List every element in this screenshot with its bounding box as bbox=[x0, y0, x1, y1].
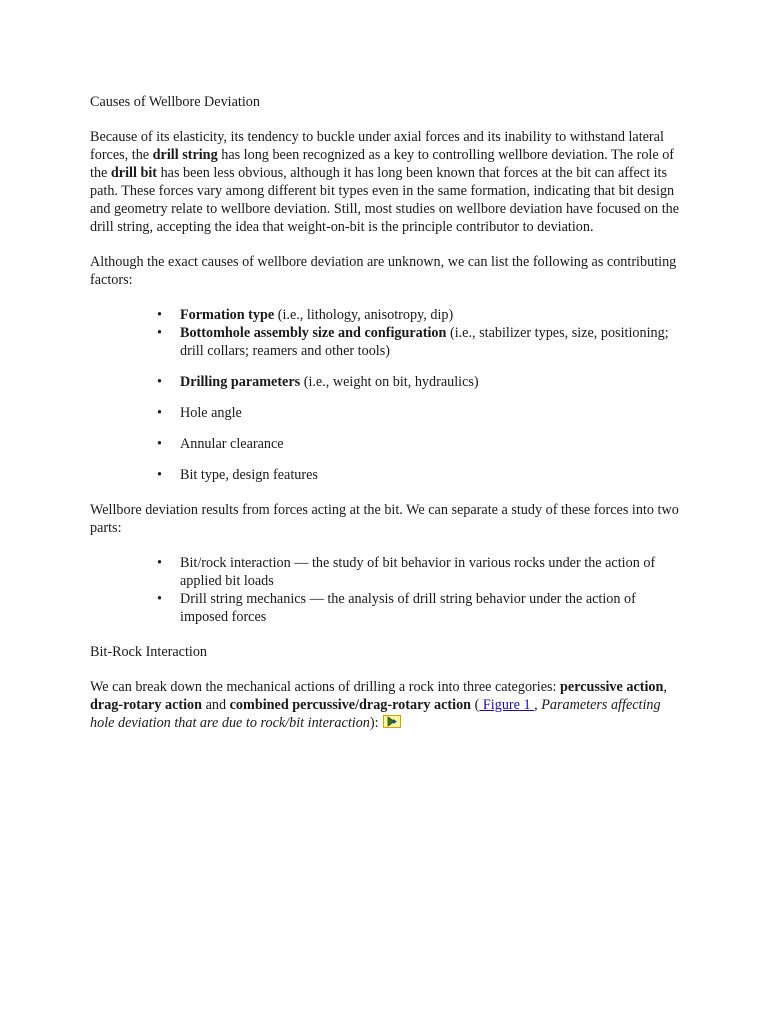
text-span: has been less obvious, although it has long been known that forces at the bit can affect its path. These forces vary among different bit types even in the same formation, indicating that bit design and geometry relate to wellbore deviation. Still, most studies on wellbore deviation have focused on the drill string, accepting the idea that weight-on-bit is the principle contributor to deviation. bbox=[90, 165, 680, 235]
list-item bbox=[90, 324, 682, 360]
section-heading-bit-rock: Bit-Rock Interaction bbox=[90, 644, 208, 660]
paragraph-mechanical-actions bbox=[90, 678, 682, 732]
factor-text: Bit type, design features bbox=[180, 467, 318, 483]
bullet-icon: • bbox=[157, 467, 162, 483]
list-item bbox=[90, 404, 682, 422]
text-span: , bbox=[534, 697, 542, 713]
list-item bbox=[90, 554, 682, 590]
list-item bbox=[90, 435, 682, 453]
text-span: ): bbox=[369, 715, 379, 731]
list-item bbox=[90, 590, 682, 626]
text-span: , bbox=[663, 679, 667, 695]
bold-term-percussive: percussive action bbox=[560, 679, 664, 695]
bold-term-drag-rotary: drag-rotary action bbox=[90, 697, 203, 713]
factor-text: (i.e., weight on bit, hydraulics) bbox=[300, 374, 479, 390]
figure-1-link[interactable]: Figure 1 bbox=[479, 697, 535, 713]
bullet-icon: • bbox=[157, 405, 162, 421]
part-text: Drill string mechanics — the analysis of drill string behavior under the action of imposed forces bbox=[180, 591, 636, 625]
factor-bold: Bottomhole assembly size and configuration bbox=[180, 325, 447, 341]
text-span: ( bbox=[474, 697, 480, 713]
paragraph-factors-intro: Although the exact causes of wellbore deviation are unknown, we can list the following as contributing factors: bbox=[90, 254, 677, 288]
bullet-icon: • bbox=[157, 325, 162, 341]
factors-list bbox=[90, 306, 682, 484]
list-item bbox=[90, 306, 682, 324]
paragraph-intro bbox=[90, 128, 682, 236]
paragraph-forces: Wellbore deviation results from forces acting at the bit. We can separate a study of these forces into two parts: bbox=[90, 502, 679, 536]
text-span: Because of its elasticity, its tendency to buckle under axial forces and its inability to withstand lateral forces, the bbox=[90, 129, 664, 163]
bold-term-drill-bit: drill bit bbox=[110, 165, 158, 181]
factor-text: Hole angle bbox=[180, 405, 242, 421]
bullet-icon: • bbox=[157, 307, 162, 323]
bullet-icon: • bbox=[157, 591, 162, 607]
factor-text: (i.e., stabilizer types, size, positioning; drill collars; reamers and other tools) bbox=[180, 325, 669, 359]
bold-term-combined: combined percussive/drag-rotary action bbox=[229, 697, 472, 713]
factor-bold: Formation type bbox=[180, 307, 275, 323]
document-body bbox=[90, 93, 682, 749]
bold-term-drill-string: drill string bbox=[152, 147, 218, 163]
text-span: and bbox=[202, 697, 230, 713]
factor-bold: Drilling parameters bbox=[180, 374, 301, 390]
figure-icon[interactable] bbox=[383, 715, 401, 728]
figure-caption-text: Parameters affecting hole deviation that are due to rock/bit interaction bbox=[90, 697, 661, 731]
bullet-icon: • bbox=[157, 555, 162, 571]
list-item bbox=[90, 466, 682, 484]
bullet-icon: • bbox=[157, 436, 162, 452]
section-heading-causes: Causes of Wellbore Deviation bbox=[90, 94, 260, 110]
text-span: We can break down the mechanical actions of drilling a rock into three categories: bbox=[90, 679, 561, 695]
part-text: Bit/rock interaction — the study of bit behavior in various rocks under the action of applied bit loads bbox=[180, 555, 656, 589]
list-item bbox=[90, 373, 682, 391]
factor-text: (i.e., lithology, anisotropy, dip) bbox=[274, 307, 454, 323]
bullet-icon: • bbox=[157, 374, 162, 390]
text-span: has long been recognized as a key to controlling wellbore deviation. The role of the bbox=[90, 147, 675, 181]
study-parts-list bbox=[90, 554, 682, 626]
factor-text: Annular clearance bbox=[180, 436, 284, 452]
